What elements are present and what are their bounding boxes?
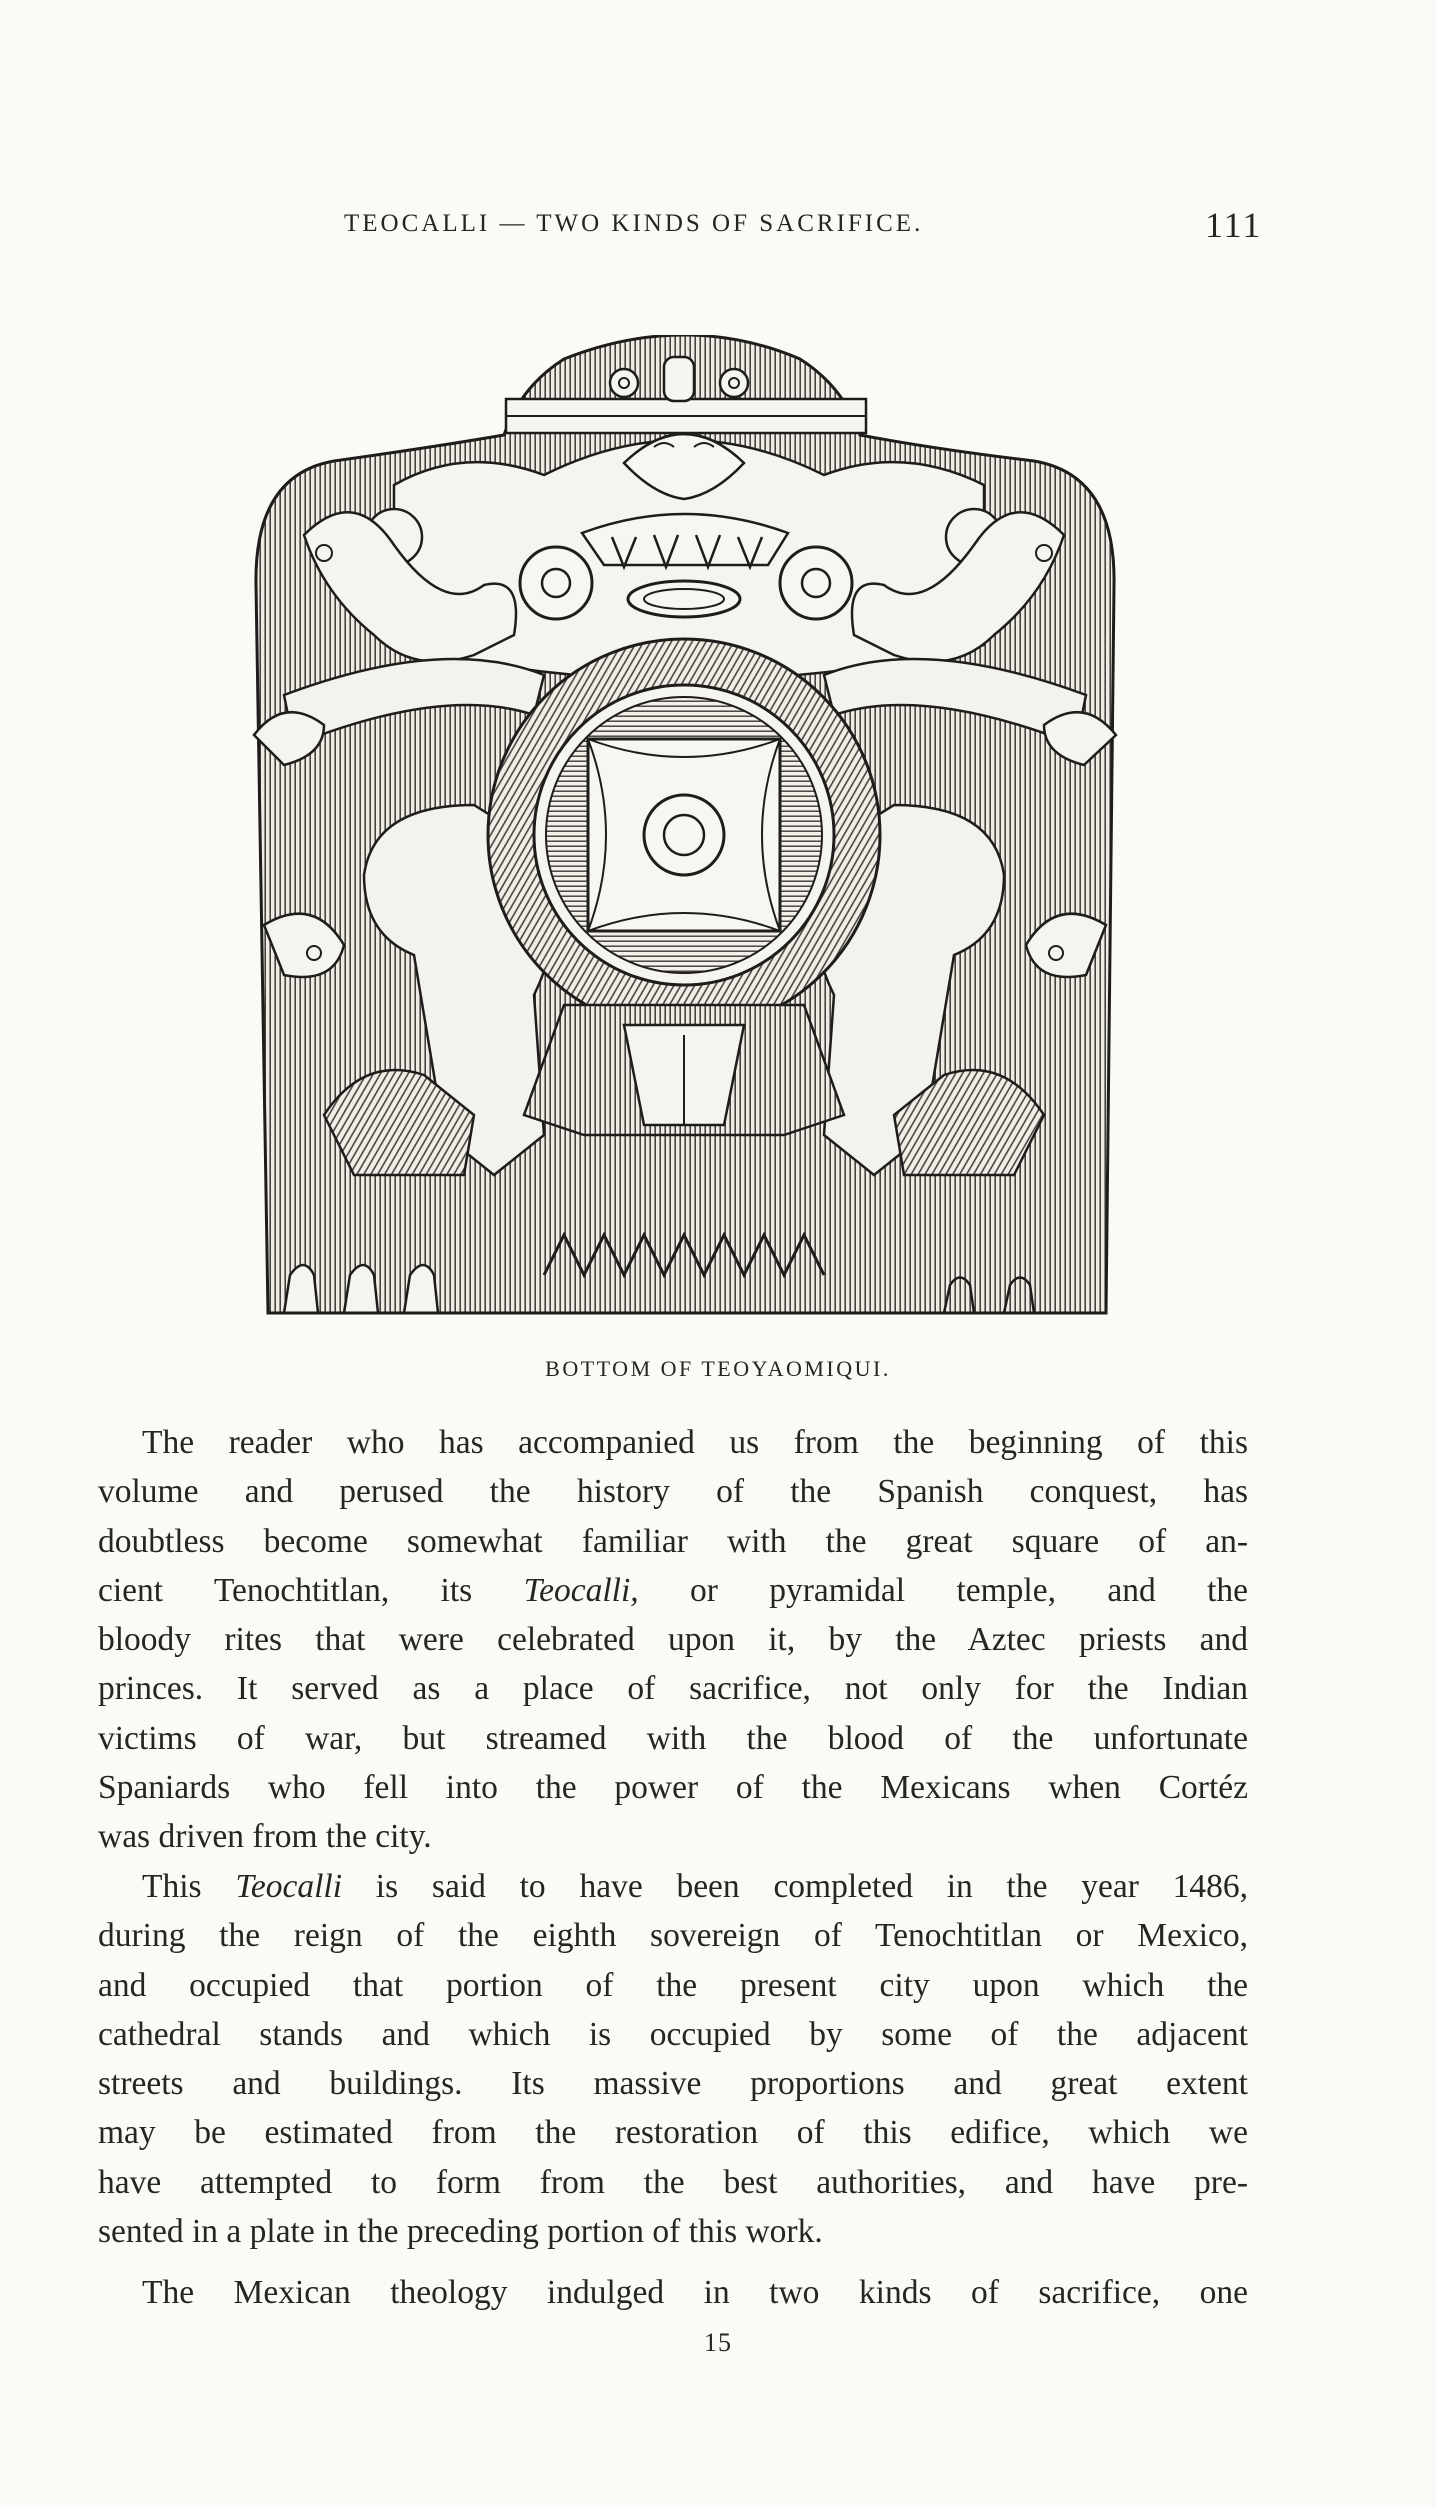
- text-line: [98, 1714, 1248, 1763]
- text-line: [98, 2158, 1248, 2207]
- text-segment: streets and buildings. Its massive proportions and great extent: [98, 2065, 1248, 2103]
- text-line: [98, 2108, 1248, 2157]
- paragraph: [98, 2268, 1248, 2317]
- text-line: [98, 2207, 1248, 2256]
- text-line: [98, 1961, 1248, 2010]
- text-segment: and occupied that portion of the present city upon which the: [98, 1966, 1248, 2004]
- text-line: [98, 1763, 1248, 1812]
- page-header: [0, 204, 1436, 254]
- text-line: [98, 1566, 1248, 1615]
- text-line: [98, 1418, 1248, 1467]
- text-segment: The Mexican theology indulged in two kinds of sacrifice, one: [142, 2274, 1248, 2311]
- text-line: [98, 1862, 1248, 1911]
- italic-term: Teocalli,: [523, 1571, 639, 1609]
- text-line: [98, 1812, 1248, 1861]
- figure-caption: BOTTOM OF TEOYAOMIQUI.: [545, 1356, 891, 1381]
- text-segment: was driven from the city.: [98, 1818, 432, 1856]
- text-line: [98, 1911, 1248, 1960]
- text-line: [98, 1467, 1248, 1516]
- text-segment: during the reign of the eighth sovereign of Tenochtitlan or Mexico,: [98, 1917, 1248, 1955]
- text-segment: or pyramidal temple, and the: [638, 1571, 1248, 1609]
- text-segment: princes. It served as a place of sacrifice, not only for the Indian: [98, 1670, 1248, 1708]
- text-segment: cathedral stands and which is occupied by some of the adjacent: [98, 2015, 1248, 2053]
- text-segment: is said to have been completed in the year 1486,: [342, 1868, 1249, 1905]
- text-line: [98, 2010, 1248, 2059]
- signature-mark: 15: [704, 2328, 732, 2357]
- text-segment: have attempted to form from the best authorities, and have pre-: [98, 2163, 1248, 2201]
- paragraph: [98, 1862, 1248, 2256]
- text-segment: sented in a plate in the preceding portion of this work.: [98, 2213, 823, 2251]
- text-line: [98, 1615, 1248, 1664]
- page-number: 111: [1205, 205, 1263, 245]
- text-segment: may be estimated from the restoration of this edifice, which we: [98, 2114, 1248, 2152]
- italic-term: Teocalli: [235, 1868, 343, 1905]
- text-segment: cient Tenochtitlan, its: [98, 1571, 524, 1609]
- text-segment: This: [142, 1868, 236, 1905]
- teoyaomiqui-engraving: [244, 335, 1126, 1325]
- text-segment: victims of war, but streamed with the blood of the unfortunate: [98, 1719, 1248, 1757]
- text-segment: The reader who has accompanied us from the beginning of this: [142, 1424, 1248, 1461]
- text-line: [98, 2059, 1248, 2108]
- text-line: [98, 1664, 1248, 1713]
- paragraph: [98, 1418, 1248, 1862]
- text-segment: Spaniards who fell into the power of the Mexicans when Cortéz: [98, 1769, 1248, 1807]
- text-segment: volume and perused the history of the Spanish conquest, has: [98, 1473, 1248, 1511]
- text-segment: bloody rites that were celebrated upon it, by the Aztec priests and: [98, 1621, 1248, 1659]
- running-title: TEOCALLI — TWO KINDS OF SACRIFICE.: [344, 210, 924, 237]
- text-segment: doubtless become somewhat familiar with the great square of an-: [98, 1522, 1248, 1560]
- text-line: [98, 1517, 1248, 1566]
- text-line: [98, 2268, 1248, 2317]
